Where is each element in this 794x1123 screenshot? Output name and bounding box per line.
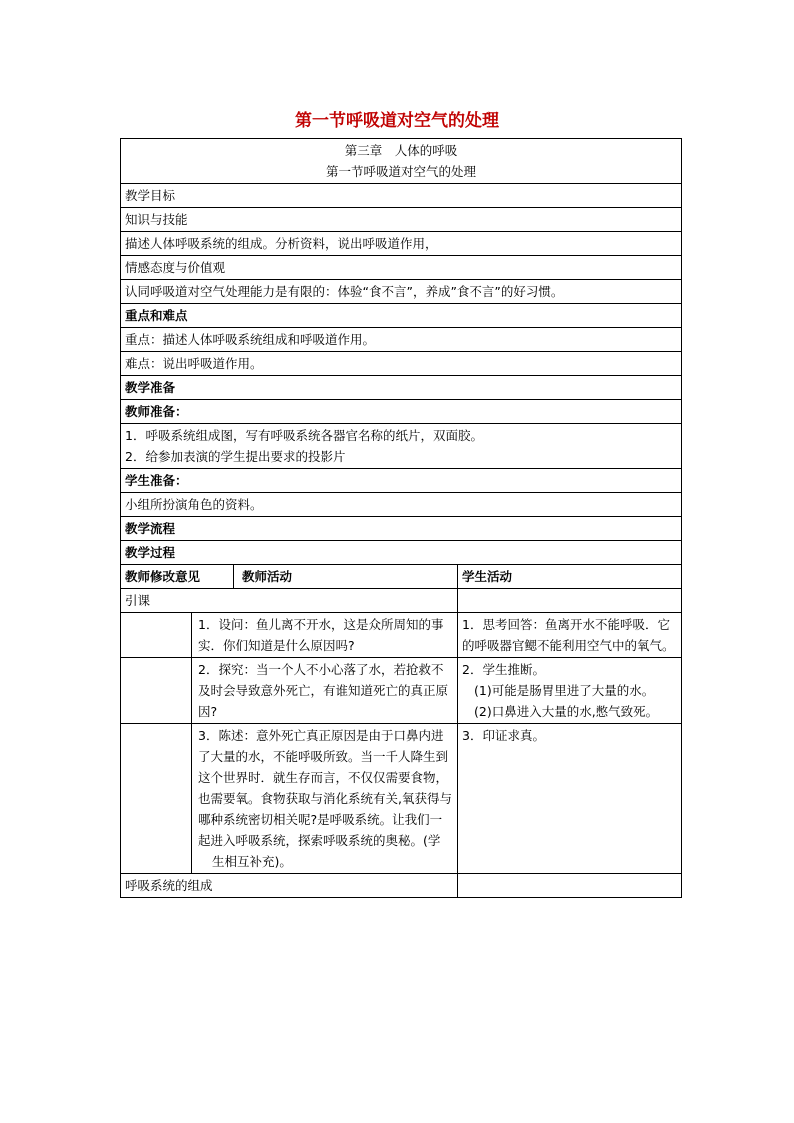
student-answer-line: 2．学生推断。 [462,662,545,677]
column-header-row [121,565,682,589]
chapter-title: 第三章 人体的呼吸 [344,143,458,158]
teacher-column-header: 教师活动 [234,565,458,589]
student-prep-text: 小组所扮演角色的资料。 [121,493,682,517]
header-row [121,139,682,184]
step-notes-cell [121,658,192,724]
step-teacher-text-tail: 生相互补充)。 [212,854,292,869]
knowledge-heading: 知识与技能 [121,208,682,232]
student-answer-line: (2)口鼻进入大量的水,憋气致死。 [474,704,659,719]
step-teacher-activity [192,724,458,874]
intro-student-cell [458,589,682,613]
teacher-prep-list [121,424,682,469]
section-end-label: 呼吸系统的组成 [121,874,458,898]
notes-column-header: 教师修改意见 [121,565,234,589]
step-row [121,724,682,874]
section-title: 第一节呼吸道对空气的处理 [326,164,477,179]
flow-heading: 教学流程 [121,517,682,541]
attitude-heading: 情感态度与价值观 [121,256,682,280]
step-teacher-text: 3．陈述：意外死亡真正原因是由于口鼻内进了大量的水，不能呼吸所致。当一千人降生到这个世界时．就生存而言，不仅仅需要食物，也需要氧。食物获取与消化系统有关,氧获得与哪种系统密切相关呢?是呼吸系统。让我们一起进入呼吸系统，探索呼吸系统的奥秘。(学 [198,728,452,848]
intro-label: 引课 [121,589,458,613]
student-column-header: 学生活动 [458,565,682,589]
process-heading: 教学过程 [121,541,682,565]
student-answer-line: (1)可能是肠胃里进了大量的水。 [474,683,655,698]
document-title: 第一节呼吸道对空气的处理 [295,111,499,131]
step-notes-cell [121,613,192,658]
attitude-text: 认同呼吸道对空气处理能力是有限的：体验“食不言”，养成”食不言”的好习惯。 [121,280,682,304]
teacher-prep-heading: 教师准备： [121,400,682,424]
teacher-prep-item: 1．呼吸系统组成图，写有呼吸系统各器官名称的纸片，双面胶。 [125,428,483,443]
key-points-heading: 重点和难点 [121,304,682,328]
key-point-text: 重点：描述人体呼吸系统组成和呼吸道作用。 [121,328,682,352]
lesson-plan-table [120,138,682,898]
teacher-prep-item: 2．给参加表演的学生提出要求的投影片 [125,449,346,464]
knowledge-text: 描述人体呼吸系统的组成。分析资料，说出呼吸道作用， [121,232,682,256]
step-student-activity: 3．印证求真。 [458,724,682,874]
student-prep-heading: 学生准备： [121,469,682,493]
step-row [121,613,682,658]
step-row [121,658,682,724]
prep-heading: 教学准备 [121,376,682,400]
difficult-point-text: 难点：说出呼吸道作用。 [121,352,682,376]
step-teacher-activity: 1．设问：鱼儿离不开水，这是众所周知的事实．你们知道是什么原因吗? [192,613,458,658]
step-notes-cell [121,724,192,874]
section-end-student-cell [458,874,682,898]
goals-heading: 教学目标 [121,184,682,208]
step-student-activity [458,658,682,724]
step-student-activity: 1．思考回答：鱼离开水不能呼吸．它的呼吸器官鳃不能利用空气中的氧气。 [458,613,682,658]
step-teacher-activity: 2．探究：当一个人不小心落了水，若抢救不及时会导致意外死亡，有谁知道死亡的真正原因? [192,658,458,724]
